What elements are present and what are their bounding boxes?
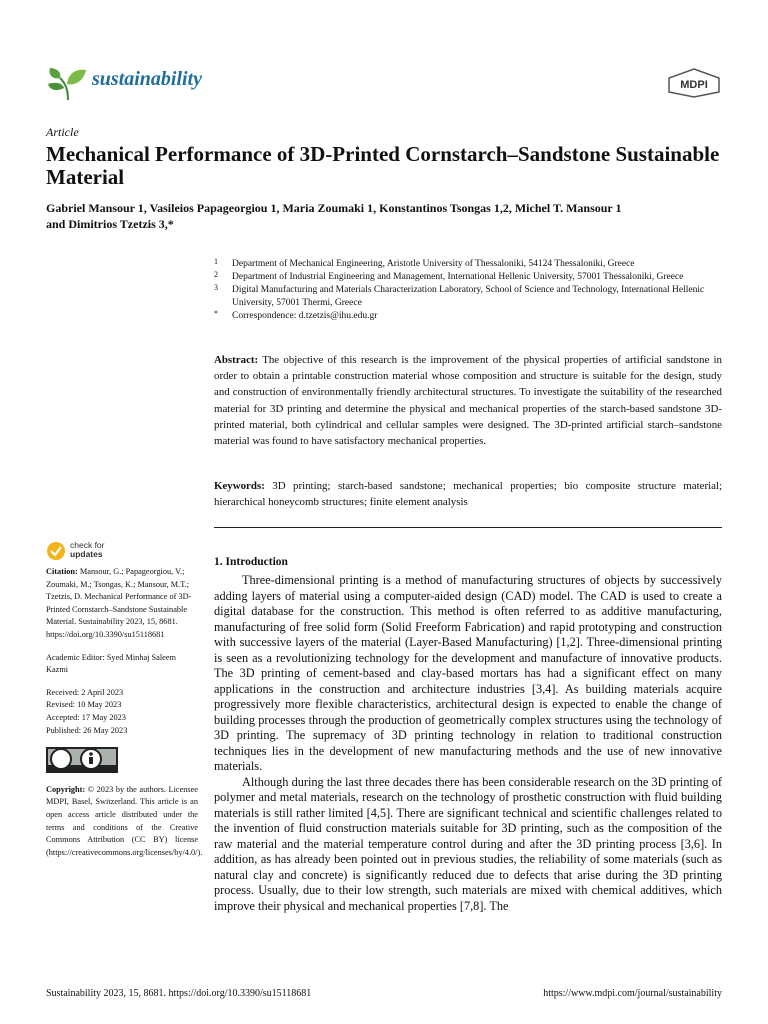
check-updates-label-1: check for [70, 540, 105, 550]
mdpi-logo-text: MDPI [680, 79, 708, 91]
check-updates-icon [46, 541, 66, 561]
date-accepted: Accepted: 17 May 2023 [46, 712, 126, 722]
footer-journal-link[interactable]: https://www.mdpi.com/journal/sustainability [543, 988, 722, 999]
keywords [214, 478, 722, 510]
journal-logo-icon [46, 62, 90, 102]
abstract-label: Abstract: [214, 354, 259, 366]
copyright [46, 784, 203, 860]
abstract [214, 352, 722, 449]
mdpi-logo-icon [667, 68, 721, 98]
author-list [46, 200, 736, 232]
keywords-label: Keywords: [214, 480, 265, 492]
authors-line-1: Gabriel Mansour 1, Vasileios Papageorgiou 1, Maria Zoumaki 1, Konstantinos Tsongas 1,2, Michel T. Mansour 1 [46, 201, 622, 215]
abstract-text: The objective of this research is the improvement of the physical properties of artificial sandstone in order to obtain a printable construction material whose composition and structure is suitable for the design, study and construction of environmentally friendly architectural structures. To investigate the suitability of the researched material for 3D printing and determine the physical and mechanical properties of the starch-based sandstone 3D-printed material, both cylindrical and cellular samples were designed. The 3D-printed artificial starch–sandstone material was found to have satisfactory mechanical properties. [214, 354, 722, 448]
paragraph: Although during the last three decades there has been considerable research on the 3D printing of polymer and metal materials, research on the technology of prosthetic construction with fluid building materials is still rather limited [4,5]. There are significant technical and scientific challenges related to the invention of fluid construction materials suitable for 3D printing, such as the composition of the raw material and the material temperature control during and after the 3D printing process [3,6]. In addition, as has already been pointed out in previous studies, the reliability of some materials (such as natural clay and concrete) is significantly reduced due to defects that arise during the 3D printing process. Usually, due to their low strength, such materials are mixed with chemical additives, which improve their physical and mechanical properties [7,8]. The [214, 774, 722, 913]
date-published: Published: 26 May 2023 [46, 725, 128, 735]
date-revised: Revised: 10 May 2023 [46, 700, 122, 710]
section-heading: 1. Introduction [214, 556, 288, 568]
affiliations [214, 258, 734, 323]
academic-editor: Academic Editor: Syed Minhaj Saleem Kazmi [46, 652, 176, 675]
divider [214, 527, 722, 528]
article-type: Article [46, 125, 79, 139]
copyright-label: Copyright: [46, 784, 86, 794]
journal-name: sustainability [92, 68, 203, 90]
check-for-updates-button[interactable] [46, 540, 126, 562]
affiliation-item: 1 Department of Mechanical Engineering, Aristotle University of Thessaloniki, 54124 Thessaloniki, Greece [214, 257, 635, 269]
copyright-text: © 2023 by the authors. Licensee MDPI, Basel, Switzerland. This article is an open access article distributed under the terms and conditions of the Creative Commons Attribution (CC BY) license (https://creativecommons.org/licenses/by/4.0/). [46, 784, 203, 857]
affiliation-item: 2 Department of Industrial Engineering and Management, International Hellenic University, 57001 Thessaloniki, Greece [214, 270, 684, 282]
citation [46, 566, 198, 642]
cc-by-license-icon[interactable] [46, 747, 118, 773]
date-received: Received: 2 April 2023 [46, 687, 124, 697]
dates [46, 687, 198, 737]
footer-citation: Sustainability 2023, 15, 8681. https://doi.org/10.3390/su15118681 [46, 988, 312, 999]
authors-line-2: and Dimitrios Tzetzis 3,* [46, 217, 174, 231]
body-text [214, 573, 722, 914]
sidebar [46, 566, 203, 859]
citation-text: Mansour, G.; Papageorgiou, V.; Zoumaki, M.; Tsongas, K.; Mansour, M.T.; Tzetzis, D. Mechanical Performance of 3D-Printed Cornstarch–Sandstone Sustainable Material. Sustainability 2023, 15, 8681. https://doi.org/10.3390/su15118681 [46, 567, 192, 639]
affiliation-item: 3 Digital Manufacturing and Materials Characterization Laboratory, School of Science and Technology, International Hellenic University, 57001 Thermi, Greece [214, 283, 705, 308]
citation-label: Citation: [46, 567, 78, 576]
article-title: Mechanical Performance of 3D-Printed Cornstarch–Sandstone Sustainable Material [46, 142, 720, 189]
paragraph: Three-dimensional printing is a method of manufacturing structures of objects by successively adding layers of material using a computer-aided design (CAD) model. The CAD is used to create a digital database for the construction. This method is often referred to as additive manufacturing, manufacturing of free solid form (Solid Freeform Fabrication) and rapid prototyping and construction with successive layers of the material (Layer-Based Manufacturing) [1,2]. Three-dimensional printing is seen as a revolutionizing technology for the development and manufacture of innovative products. The 3D printing of cement-based and clay-based mortars has had a significant effect on many applications in the construction and architecture industries [3,4]. As building materials acquire progressively more flexible characteristics, architectural design is expected to enable the change of building processes through the production of geometrically complex structures using the technology of 3D printing. The supremacy of 3D printing technology in relation to traditional construction techniques lies in the development of new manufacturing methods and the use of new innovative materials. [214, 573, 722, 773]
check-updates-label-2: updates [70, 549, 103, 559]
keywords-text: 3D printing; starch-based sandstone; mechanical properties; bio composite structure material; hierarchical honeycomb structures; finite element analysis [214, 480, 722, 509]
correspondence: * Correspondence: d.tzetzis@ihu.edu.gr [214, 309, 378, 321]
